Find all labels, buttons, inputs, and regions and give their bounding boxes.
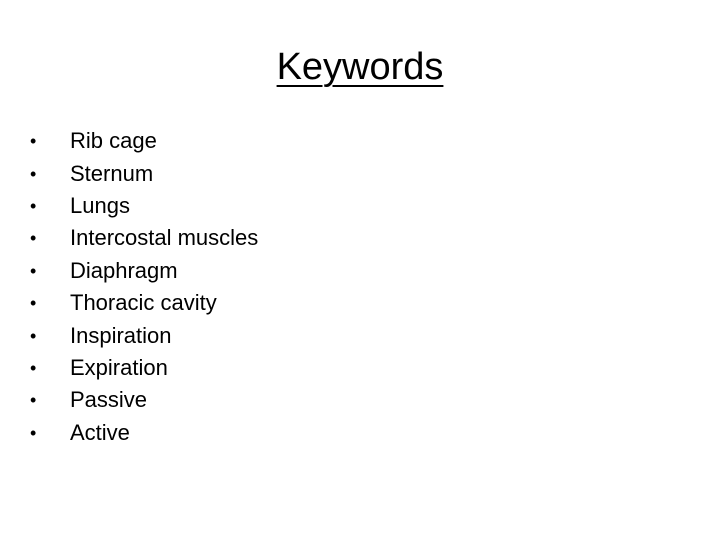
list-item-text: Inspiration	[70, 322, 172, 348]
bullet-icon: •	[30, 163, 37, 184]
list-item-text: Active	[70, 419, 130, 445]
bullet-icon: •	[30, 390, 37, 411]
bullet-icon: •	[30, 325, 37, 346]
list-item-text: Lungs	[70, 192, 130, 218]
list-item-text: Diaphragm	[70, 257, 178, 283]
list-item-text: Sternum	[70, 160, 154, 186]
list-item	[30, 287, 258, 319]
list-item	[30, 319, 258, 351]
slide-title	[0, 44, 720, 90]
slide-title-text: Keywords	[276, 46, 444, 88]
list-item	[30, 222, 258, 254]
list-item-text: Rib cage	[70, 128, 157, 154]
list-item	[30, 190, 258, 222]
list-item-text: Passive	[70, 387, 148, 413]
list-item	[30, 157, 258, 189]
bullet-icon: •	[30, 195, 37, 216]
list-item-text: Intercostal muscles	[70, 225, 259, 251]
list-item	[30, 384, 258, 416]
list-item	[30, 125, 258, 157]
bullet-icon: •	[30, 131, 37, 152]
bullet-icon: •	[30, 357, 37, 378]
list-item-text: Expiration	[70, 354, 168, 380]
list-item	[30, 352, 258, 384]
list-item-text: Thoracic cavity	[70, 290, 217, 316]
bullet-icon: •	[30, 260, 37, 281]
list-item	[30, 255, 258, 287]
keyword-list	[30, 125, 258, 449]
bullet-icon: •	[30, 228, 37, 249]
bullet-icon: •	[30, 422, 37, 443]
bullet-icon: •	[30, 293, 37, 314]
list-item	[30, 417, 258, 449]
